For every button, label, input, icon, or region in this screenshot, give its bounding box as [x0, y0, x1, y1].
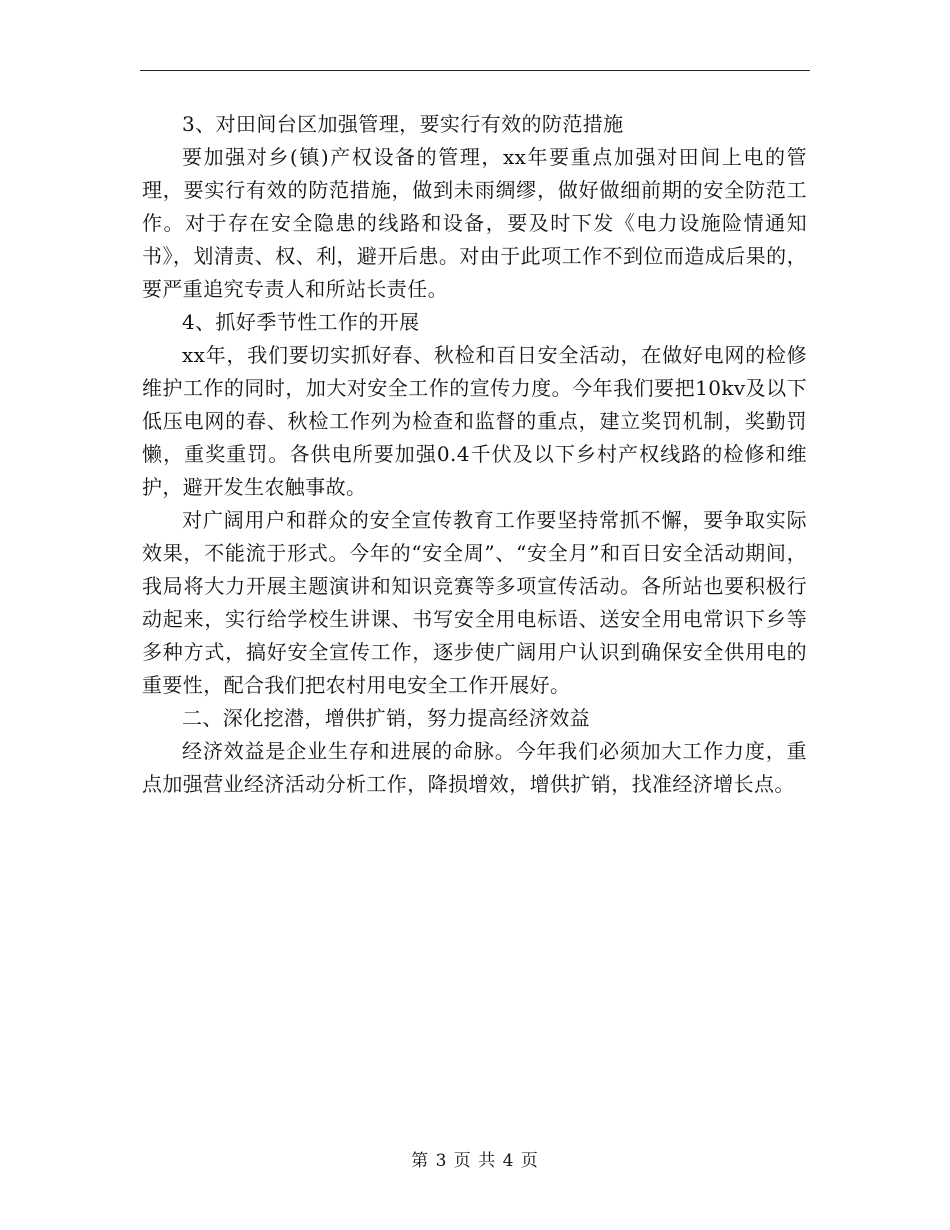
- body-paragraph: 要加强对乡(镇)产权设备的管理，xx年要重点加强对田间上电的管理，要实行有效的防范措施，做到未雨绸缪，做好做细前期的安全防范工作。对于存在安全隐患的线路和设备，要及时下发《电力设施险情通知书》，划清责、权、利，避开后患。对由于此项工作不到位而造成后果的，要严重追究专责人和所站长责任。: [142, 145, 807, 301]
- page-number-footer: 第 3 页 共 4 页: [411, 1151, 539, 1171]
- header-rule: [140, 70, 810, 71]
- section-heading-4: 4、抓好季节性工作的开展: [182, 310, 420, 334]
- document-body: [142, 108, 807, 801]
- section-heading-3: 3、对田间台区加强管理，要实行有效的防范措施: [182, 112, 624, 136]
- body-paragraph: xx年，我们要切实抓好春、秋检和百日安全活动，在做好电网的检修维护工作的同时，加大对安全工作的宣传力度。今年我们要把10kv及以下低压电网的春、秋检工作列为检查和监督的重点，建立奖罚机制，奖勤罚懒，重奖重罚。各供电所要加强0.4千伏及以下乡村产权线路的检修和维护，避开发生农触事故。: [142, 343, 807, 499]
- body-paragraph: 经济效益是企业生存和进展的命脉。今年我们必须加大工作力度，重点加强营业经济活动分析工作，降损增效，增供扩销，找准经济增长点。: [142, 739, 807, 796]
- section-heading-2: 二、深化挖潜，增供扩销，努力提高经济效益: [182, 706, 590, 730]
- body-paragraph: 对广阔用户和群众的安全宣传教育工作要坚持常抓不懈，要争取实际效果，不能流于形式。今年的“安全周”、“安全月”和百日安全活动期间，我局将大力开展主题演讲和知识竞赛等多项宣传活动。各所站也要积极行动起来，实行给学校生讲课、书写安全用电标语、送安全用电常识下乡等多种方式，搞好安全宣传工作，逐步使广阔用户认识到确保安全供用电的重要性，配合我们把农村用电安全工作开展好。: [142, 508, 807, 697]
